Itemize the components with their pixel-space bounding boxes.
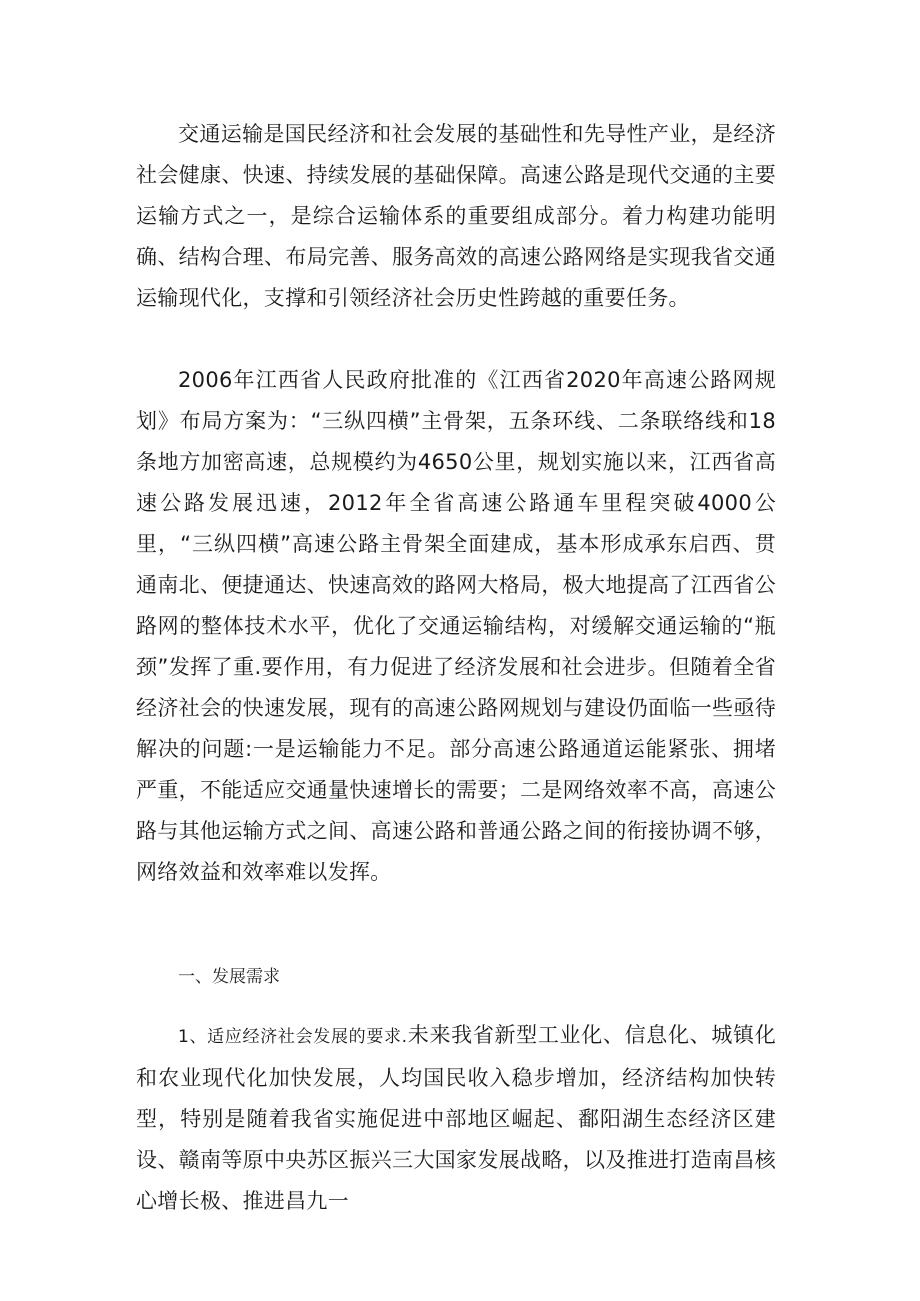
paragraph-plan-history: 2006年江西省人民政府批准的《江西省2020年高速公路网规划》布局方案为：“三纵四横”主骨架，五条环线、二条联络线和18条地方加密高速，总规模约为4650公里，规划实施以来，江西省高速公路发展迅速，2012年全省高速公路通车里程突破4000公里，“三纵四横”高速公路主骨架全面建成，基本形成承东启西、贯通南北、便捷通达、快速高效的路网大格局，极大地提高了江西省公路网的整体技术水平，优化了交通运输结构，对缓解交通运输的“瓶颈”发挥了重.要作用，有力促进了经济发展和社会进步。但随着全省经济社会的快速发展，现有的高速公路网规划与建设仍面临一些亟待解决的问题:一是运输能力不足。部分高速公路通道运能紧张、拥堵严重，不能适应交通量快速增长的需要；二是网络效率不高，高速公路与其他运输方式之间、高速公路和普通公路之间的衔接协调不够，网络效益和效率难以发挥。 — [136, 368, 776, 884]
paragraph-item-1 — [136, 1015, 776, 1222]
section-heading: 一、发展需求 — [178, 967, 280, 987]
paragraph-intro: 交通运输是国民经济和社会发展的基础性和先导性产业，是经济社会健康、快速、持续发展的基础保障。高速公路是现代交通的主要运输方式之一，是综合运输体系的重要组成部分。着力构建功能明确、结构合理、布局完善、服务高效的高速公路网络是实现我省交通运输现代化，支撑和引领经济社会历史性跨越的重要任务。 — [136, 122, 776, 310]
item-1-body: 未来我省新型工业化、信息化、城镇化和农业现代化加快发展，人均国民收入稳步增加，经济结构加快转型，特别是随着我省实施促进中部地区崛起、鄱阳湖生态经济区建设、赣南等原中央苏区振兴三大国家发展战略，以及推进打造南昌核心增长极、推进昌九一 — [136, 1023, 776, 1213]
item-1-heading: 1、适应经济社会发展的要求. — [178, 1027, 408, 1047]
